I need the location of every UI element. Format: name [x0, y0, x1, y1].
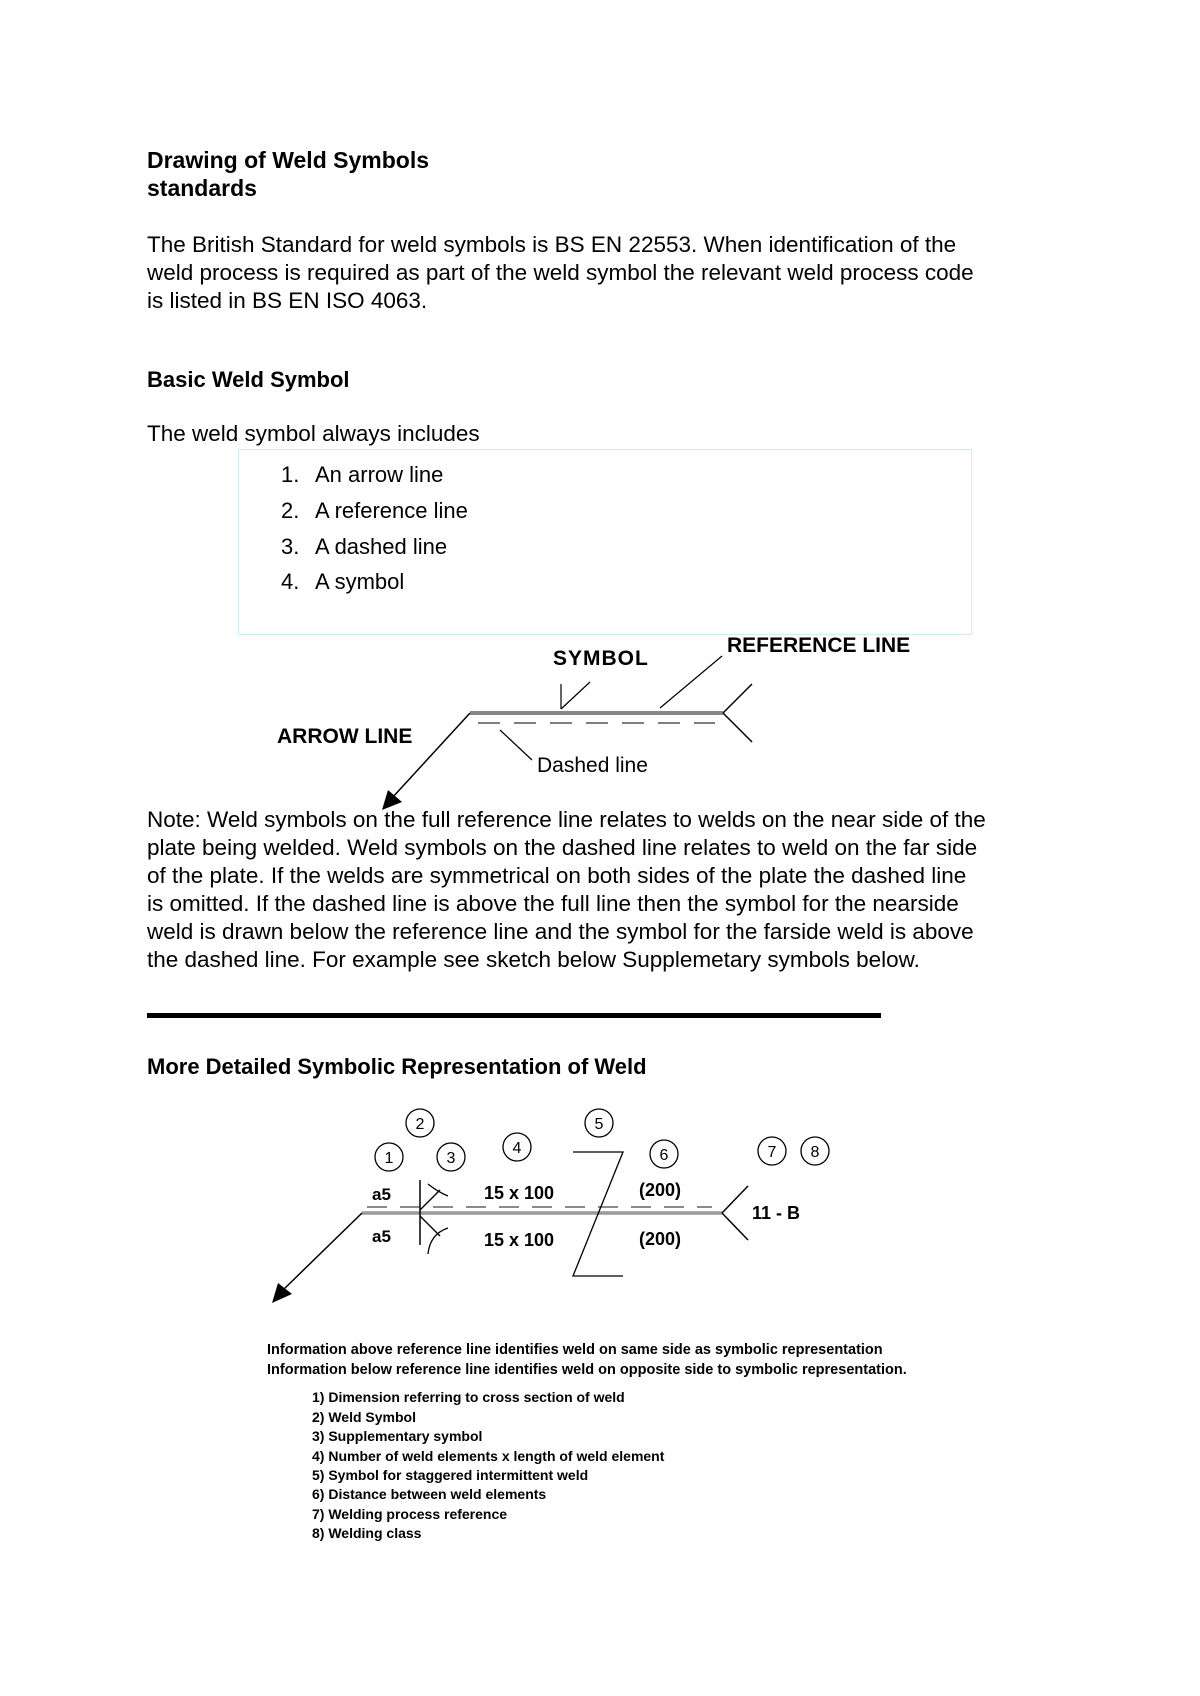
page-title — [147, 146, 429, 202]
tail-line-upper — [723, 684, 752, 713]
note-line: plate being welded. Weld symbols on the dashed line relates to weld on the far side — [147, 835, 978, 860]
callout-number: 7 — [767, 1144, 777, 1161]
callout-1 — [375, 1143, 403, 1171]
intro-line: is listed in BS EN ISO 4063. — [147, 288, 428, 313]
legend-item: 6) Distance between weld elements — [312, 1486, 547, 1502]
intro-line: The British Standard for weld symbols is BS EN 22553. When identification of the — [147, 232, 957, 257]
list-item: 3. A dashed line — [281, 534, 448, 559]
title-line-1: Drawing of Weld Symbols — [147, 147, 429, 173]
detailed-tail-upper — [722, 1186, 748, 1213]
bottom-distance: (200) — [639, 1229, 682, 1249]
legend-item: 8) Welding class — [312, 1525, 422, 1541]
detailed-arrow-line — [283, 1213, 362, 1290]
callout-5 — [585, 1109, 613, 1137]
callout-2 — [406, 1109, 434, 1137]
callout-3 — [437, 1143, 465, 1171]
reference-line-label: REFERENCE LINE — [727, 634, 911, 657]
callout-6 — [650, 1140, 678, 1168]
callout-number: 3 — [446, 1150, 456, 1167]
callout-number: 6 — [659, 1147, 669, 1164]
callout-number: 5 — [594, 1116, 604, 1133]
supplementary-lower-icon — [428, 1228, 448, 1254]
fillet-lower-diagonal — [420, 1216, 440, 1236]
dashed-line-label: Dashed line — [537, 754, 648, 777]
top-distance: (200) — [639, 1180, 682, 1200]
detailed-tail-lower — [722, 1213, 748, 1240]
legend-item: 2) Weld Symbol — [312, 1409, 416, 1425]
note-line: is omitted. If the dashed line is above the full line then the symbol for the nearside — [147, 891, 959, 916]
top-dimension: a5 — [372, 1185, 391, 1204]
callout-number: 4 — [512, 1140, 522, 1157]
note-paragraph — [147, 806, 1067, 974]
caption-below: Information below reference line identifies weld on opposite side to symbolic representation. — [267, 1362, 907, 1378]
basic-section-lead: The weld symbol always includes — [147, 421, 480, 446]
bottom-dimension: a5 — [372, 1227, 391, 1246]
intro-line: weld process is required as part of the weld symbol the relevant weld process code — [147, 260, 974, 285]
legend-item: 1) Dimension referring to cross section of weld — [312, 1389, 625, 1405]
intro-paragraph — [147, 231, 1067, 315]
note-line: Note: Weld symbols on the full reference line relates to welds on the near side of the — [147, 807, 986, 832]
basic-weld-diagram — [0, 620, 1200, 820]
dashed-leader — [500, 730, 532, 760]
legend-item: 7) Welding process reference — [312, 1506, 508, 1522]
callout-number: 2 — [415, 1116, 425, 1133]
detailed-weld-diagram — [0, 1100, 1200, 1340]
symbol-leader — [561, 682, 590, 709]
callout-8 — [801, 1137, 829, 1165]
detailed-section-heading: More Detailed Symbolic Representation of Weld — [147, 1054, 647, 1079]
legend-item: 4) Number of weld elements x length of weld element — [312, 1448, 665, 1464]
tail-text: 11 - B — [752, 1203, 801, 1223]
supplementary-upper-icon — [428, 1184, 448, 1196]
note-line: the dashed line. For example see sketch below Supplemetary symbols below. — [147, 947, 920, 972]
callout-4 — [503, 1133, 531, 1161]
title-line-2: standards — [147, 175, 257, 201]
callout-number: 1 — [384, 1150, 394, 1167]
tail-line-lower — [723, 713, 752, 742]
arrow-line-label: ARROW LINE — [277, 725, 413, 748]
caption-above: Information above reference line identifies weld on same side as symbolic representation — [267, 1342, 883, 1358]
bottom-length: 15 x 100 — [484, 1230, 555, 1250]
note-line: weld is drawn below the reference line and the symbol for the farside weld is above — [147, 919, 974, 944]
callout-7 — [758, 1137, 786, 1165]
callout-number: 8 — [810, 1144, 820, 1161]
note-line: of the plate. If the welds are symmetrical on both sides of the plate the dashed line — [147, 863, 967, 888]
basic-section-heading: Basic Weld Symbol — [147, 367, 350, 392]
list-item: 4. A symbol — [281, 569, 405, 594]
detailed-arrow-head-icon — [272, 1283, 292, 1303]
list-item: 1. An arrow line — [281, 462, 444, 487]
reference-leader — [660, 656, 722, 708]
legend-item: 5) Symbol for staggered intermittent weld — [312, 1467, 589, 1483]
list-item: 2. A reference line — [281, 498, 468, 523]
weld-symbol-components-list — [238, 449, 972, 635]
legend-item: 3) Supplementary symbol — [312, 1428, 483, 1444]
top-length: 15 x 100 — [484, 1183, 555, 1203]
symbol-label: SYMBOL — [553, 647, 649, 670]
section-divider — [147, 1013, 881, 1018]
